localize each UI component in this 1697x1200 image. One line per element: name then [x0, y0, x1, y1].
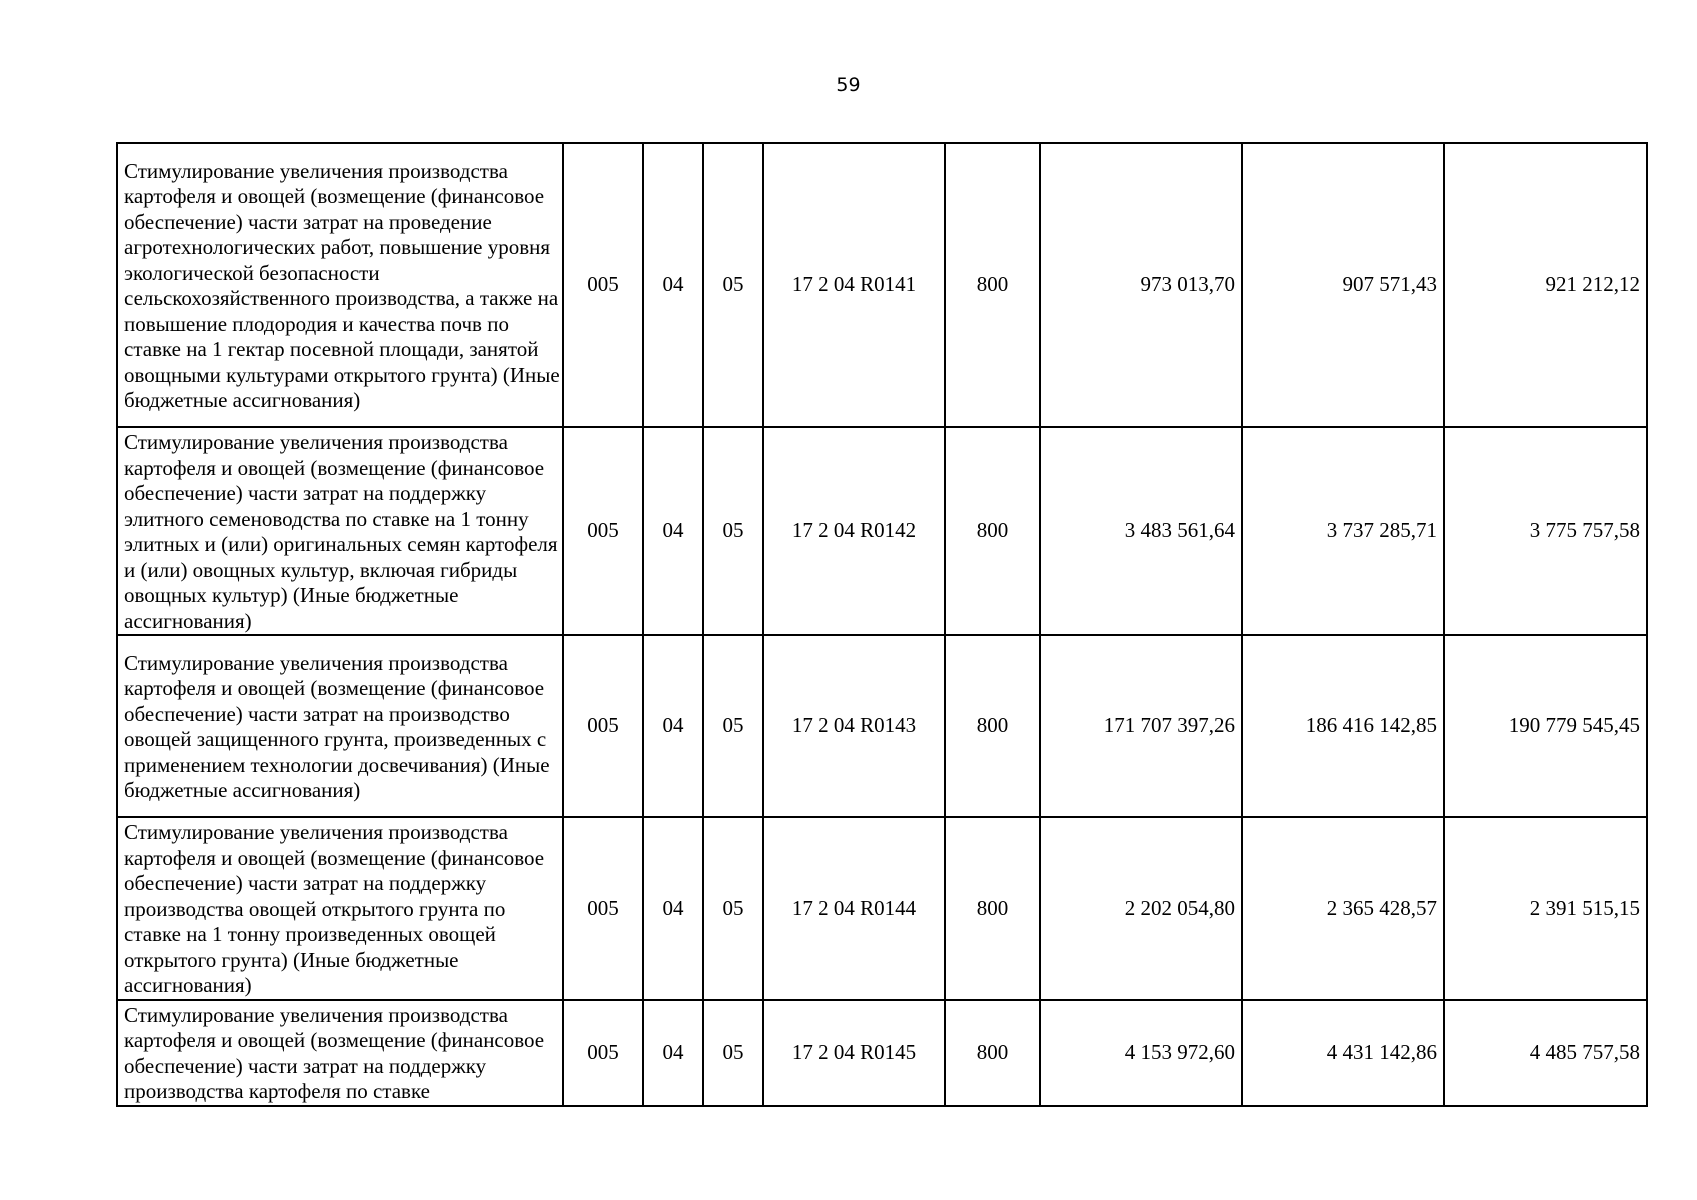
target-article-code: 17 2 04 R0144	[763, 817, 945, 1000]
amount-year-3: 4 485 757,58	[1444, 1000, 1647, 1106]
ministry-code: 005	[563, 635, 643, 817]
section-code: 04	[643, 427, 703, 635]
table-row	[117, 143, 1647, 427]
section-code: 04	[643, 1000, 703, 1106]
expense-type-code: 800	[945, 1000, 1040, 1106]
amount-year-3: 3 775 757,58	[1444, 427, 1647, 635]
ministry-code: 005	[563, 1000, 643, 1106]
table-row	[117, 817, 1647, 1000]
subsection-code: 05	[703, 143, 763, 427]
amount-year-2: 3 737 285,71	[1242, 427, 1444, 635]
table-row	[117, 635, 1647, 817]
amount-year-1: 4 153 972,60	[1040, 1000, 1242, 1106]
amount-year-1: 171 707 397,26	[1040, 635, 1242, 817]
amount-year-1: 2 202 054,80	[1040, 817, 1242, 1000]
target-article-code: 17 2 04 R0145	[763, 1000, 945, 1106]
row-description: Стимулирование увеличения производства картофеля и овощей (возмещение (финансовое обеспечение) части затрат на поддержку элитного семеноводства по ставке на 1 тонну элитных и (или) оригинальных семян картофеля и (или) овощных культур, включая гибриды овощных культур) (Иные бюджетные ассигнования)	[117, 427, 563, 635]
amount-year-2: 907 571,43	[1242, 143, 1444, 427]
target-article-code: 17 2 04 R0141	[763, 143, 945, 427]
subsection-code: 05	[703, 817, 763, 1000]
subsection-code: 05	[703, 427, 763, 635]
amount-year-1: 973 013,70	[1040, 143, 1242, 427]
row-description: Стимулирование увеличения производства картофеля и овощей (возмещение (финансовое обеспечение) части затрат на проведение агротехнологических работ, повышение уровня экологической безопасности сельскохозяйственного производства, а также на повышение плодородия и качества почв по ставке на 1 гектар посевной площади, занятой овощными культурами открытого грунта) (Иные бюджетные ассигнования)	[117, 143, 563, 427]
amount-year-3: 921 212,12	[1444, 143, 1647, 427]
budget-table	[116, 142, 1648, 1107]
ministry-code: 005	[563, 817, 643, 1000]
amount-year-2: 2 365 428,57	[1242, 817, 1444, 1000]
target-article-code: 17 2 04 R0143	[763, 635, 945, 817]
expense-type-code: 800	[945, 143, 1040, 427]
ministry-code: 005	[563, 427, 643, 635]
section-code: 04	[643, 143, 703, 427]
target-article-code: 17 2 04 R0142	[763, 427, 945, 635]
section-code: 04	[643, 817, 703, 1000]
section-code: 04	[643, 635, 703, 817]
amount-year-2: 186 416 142,85	[1242, 635, 1444, 817]
amount-year-3: 2 391 515,15	[1444, 817, 1647, 1000]
ministry-code: 005	[563, 143, 643, 427]
amount-year-1: 3 483 561,64	[1040, 427, 1242, 635]
row-description: Стимулирование увеличения производства картофеля и овощей (возмещение (финансовое обеспечение) части затрат на поддержку производства овощей открытого грунта по ставке на 1 тонну произведенных овощей открытого грунта) (Иные бюджетные ассигнования)	[117, 817, 563, 1000]
table-row	[117, 1000, 1647, 1106]
page-number: 59	[836, 74, 861, 96]
expense-type-code: 800	[945, 817, 1040, 1000]
expense-type-code: 800	[945, 427, 1040, 635]
subsection-code: 05	[703, 635, 763, 817]
expense-type-code: 800	[945, 635, 1040, 817]
row-description: Стимулирование увеличения производства картофеля и овощей (возмещение (финансовое обеспечение) части затрат на производство овощей защищенного грунта, произведенных с применением технологии досвечивания) (Иные бюджетные ассигнования)	[117, 635, 563, 817]
amount-year-2: 4 431 142,86	[1242, 1000, 1444, 1106]
subsection-code: 05	[703, 1000, 763, 1106]
table-row	[117, 427, 1647, 635]
amount-year-3: 190 779 545,45	[1444, 635, 1647, 817]
row-description: Стимулирование увеличения производства картофеля и овощей (возмещение (финансовое обеспечение) части затрат на поддержку производства картофеля по ставке	[117, 1000, 563, 1106]
